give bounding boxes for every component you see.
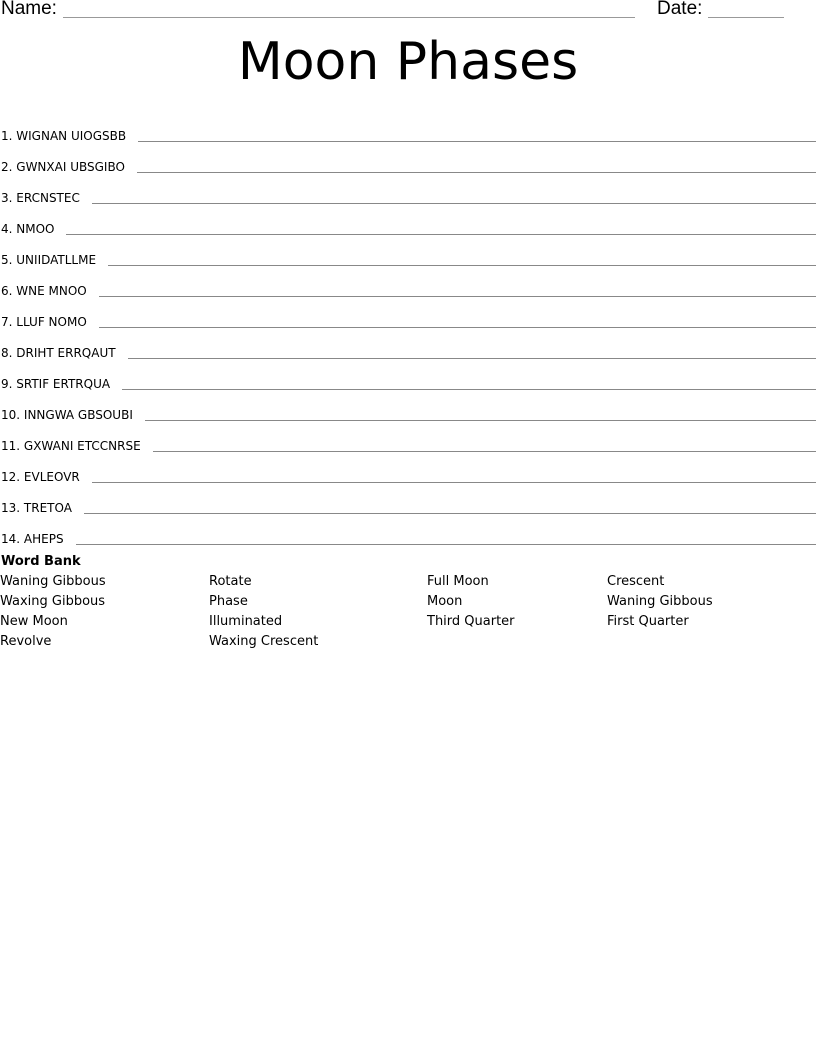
word-bank-item: Third Quarter: [427, 614, 515, 629]
question-text: 2. GWNXAI UBSGIBO: [1, 160, 125, 174]
question-text: 6. WNE MNOO: [1, 284, 87, 298]
word-bank-item: New Moon: [0, 614, 68, 629]
word-bank-item: Rotate: [209, 574, 252, 589]
word-bank-item: First Quarter: [607, 614, 689, 629]
question-row: [0, 392, 816, 423]
answer-line[interactable]: [145, 419, 816, 421]
question-text: 1. WIGNAN UIOGSBB: [1, 129, 127, 143]
question-row: [0, 330, 816, 361]
question-row: [0, 144, 816, 175]
answer-line[interactable]: [137, 171, 816, 173]
word-bank-item: Moon: [427, 594, 463, 609]
answer-line[interactable]: [99, 326, 816, 328]
answer-line[interactable]: [108, 264, 816, 266]
question-row: [0, 268, 816, 299]
question-row: [0, 206, 816, 237]
question-text: 9. SRTIF ERTRQUA: [1, 377, 111, 391]
word-bank-item: Revolve: [0, 634, 52, 649]
question-row: [0, 485, 816, 516]
answer-line[interactable]: [99, 295, 816, 297]
answer-line[interactable]: [138, 140, 816, 142]
question-row: [0, 454, 816, 485]
question-row: [0, 113, 816, 144]
answer-line[interactable]: [128, 357, 816, 359]
question-text: 14. AHEPS: [1, 532, 64, 546]
header-row: [0, 0, 816, 22]
question-row: [0, 516, 816, 547]
name-field[interactable]: [63, 17, 635, 18]
page-title: Moon Phases: [237, 32, 579, 92]
answer-line[interactable]: [122, 388, 816, 390]
answer-line[interactable]: [66, 233, 816, 235]
name-label: Name:: [1, 0, 57, 19]
question-text: 11. GXWANI ETCCNRSE: [1, 439, 141, 453]
date-field[interactable]: [708, 17, 784, 18]
question-text: 8. DRIHT ERRQAUT: [1, 346, 116, 360]
word-bank-item: Waning Gibbous: [607, 594, 713, 609]
question-text: 3. ERCNSTEC: [1, 191, 80, 205]
question-row: [0, 423, 816, 454]
question-list: [0, 113, 816, 547]
question-text: 5. UNIIDATLLME: [1, 253, 97, 267]
answer-line[interactable]: [84, 512, 816, 514]
answer-line[interactable]: [92, 481, 816, 483]
word-bank-item: Waning Gibbous: [0, 574, 106, 589]
question-row: [0, 361, 816, 392]
word-bank-item: Illuminated: [209, 614, 283, 629]
word-bank-item: Crescent: [607, 574, 665, 589]
word-bank-title: Word Bank: [1, 554, 81, 569]
question-row: [0, 299, 816, 330]
question-row: [0, 175, 816, 206]
answer-line[interactable]: [92, 202, 816, 204]
question-row: [0, 237, 816, 268]
word-bank-item: Phase: [209, 594, 248, 609]
question-text: 12. EVLEOVR: [1, 470, 80, 484]
question-text: 10. INNGWA GBSOUBI: [1, 408, 133, 422]
answer-line[interactable]: [153, 450, 816, 452]
answer-line[interactable]: [76, 543, 816, 545]
date-label: Date:: [657, 0, 703, 19]
question-text: 4. NMOO: [1, 222, 55, 236]
word-bank-item: Waxing Crescent: [209, 634, 319, 649]
question-text: 7. LLUF NOMO: [1, 315, 87, 329]
word-bank-item: Waxing Gibbous: [0, 594, 106, 609]
question-text: 13. TRETOA: [1, 501, 72, 515]
word-bank-item: Full Moon: [427, 574, 489, 589]
